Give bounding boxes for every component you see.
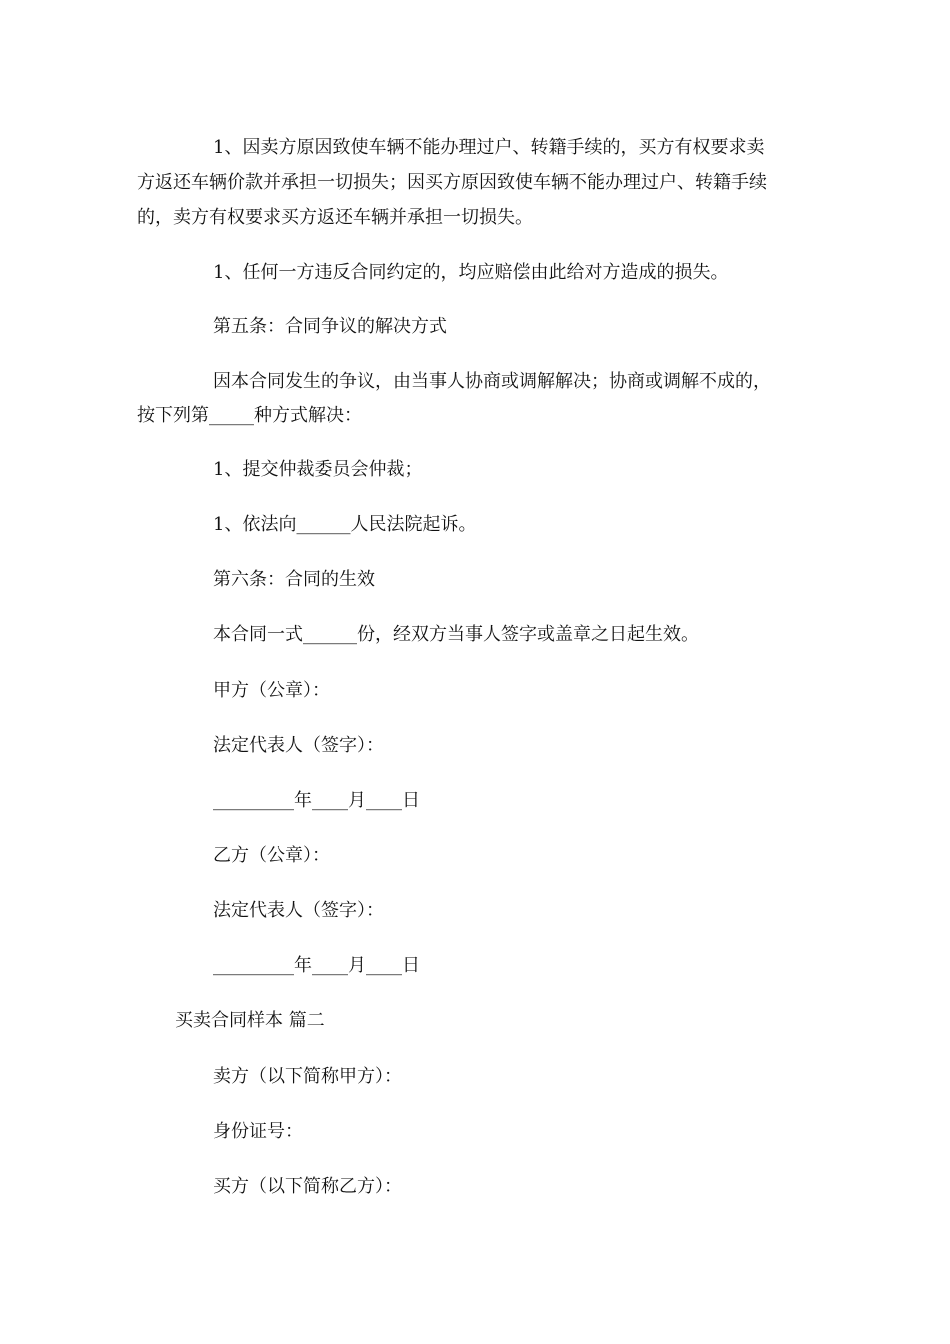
article5-option2: 1、依法向______人民法院起诉。 bbox=[213, 514, 477, 535]
article6-body: 本合同一式______份，经双方当事人签字或盖章之日起生效。 bbox=[213, 624, 699, 645]
party-b-date: _________年____月____日 bbox=[213, 955, 420, 976]
party-a-representative: 法定代表人（签字）： bbox=[213, 735, 384, 756]
clause-1a-line1: 1、因卖方原因致使车辆不能办理过户、转籍手续的，买方有权要求卖 bbox=[213, 137, 765, 158]
article5-body-line2: 按下列第_____种方式解决： bbox=[137, 405, 362, 426]
party-b-seal: 乙方（公章）： bbox=[213, 845, 330, 866]
seller-label: 卖方（以下简称甲方）： bbox=[213, 1066, 402, 1087]
id-number-label: 身份证号： bbox=[213, 1121, 303, 1142]
clause-1a-line2: 方返还车辆价款并承担一切损失；因买方原因致使车辆不能办理过户、转籍手续 bbox=[137, 172, 767, 193]
article5-title: 第五条：合同争议的解决方式 bbox=[213, 316, 447, 337]
party-a-seal: 甲方（公章）： bbox=[213, 680, 330, 701]
buyer-label: 买方（以下简称乙方）： bbox=[213, 1176, 402, 1197]
article5-body-line1: 因本合同发生的争议，由当事人协商或调解解决；协商或调解不成的， bbox=[213, 371, 771, 392]
section2-title: 买卖合同样本 篇二 bbox=[175, 1010, 325, 1031]
article6-title: 第六条：合同的生效 bbox=[213, 569, 375, 590]
clause-1a-line3: 的，卖方有权要求买方返还车辆并承担一切损失。 bbox=[137, 207, 533, 228]
clause-1b: 1、任何一方违反合同约定的，均应赔偿由此给对方造成的损失。 bbox=[213, 262, 729, 283]
article5-option1: 1、提交仲裁委员会仲裁； bbox=[213, 459, 423, 480]
party-b-representative: 法定代表人（签字）： bbox=[213, 900, 384, 921]
party-a-date: _________年____月____日 bbox=[213, 790, 420, 811]
